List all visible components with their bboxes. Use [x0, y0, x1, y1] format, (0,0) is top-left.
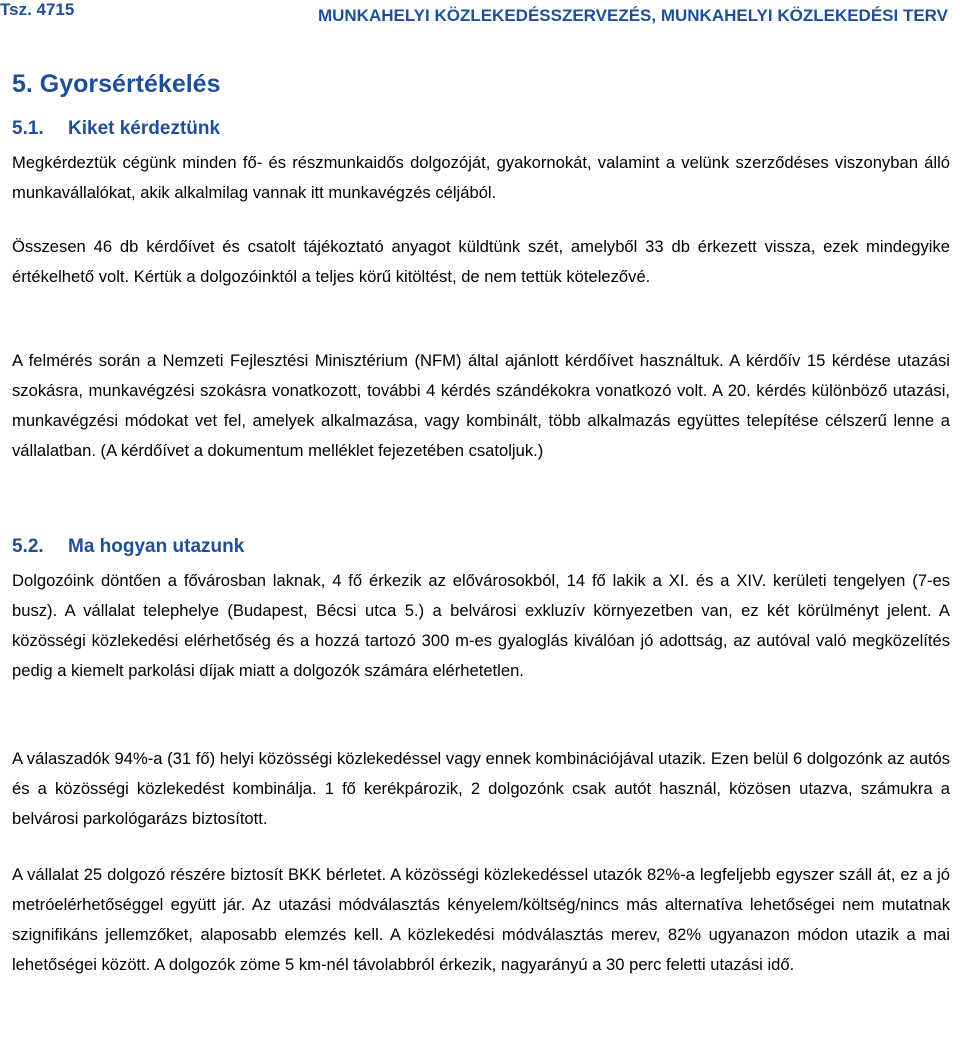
paragraph: A válaszadók 94%-a (31 fő) helyi közösségi közlekedéssel vagy ennek kombinációjával utazik. Ezen belül 6 dolgozónk az autós és a közösségi közlekedést kombinálja. 1 fő kerékpározik, 2 dolgozónk csak autót használ, közösen utazva, számukra a belvárosi parkológarázs biztosított. — [12, 749, 950, 828]
paragraph: Megkérdeztük cégünk minden fő- és részmunkaidős dolgozóját, gyakornokát, valamint a velünk szerződéses viszonyban álló munkavállalókat, akik alkalmilag vannak itt munkavégzés céljából. — [12, 153, 950, 202]
section-heading: 5. Gyorsértékelés — [12, 70, 221, 98]
paragraph: Dolgozóink döntően a fővárosban laknak, 4 fő érkezik az elővárosokból, 14 fő lakik a XI. és a XIV. kerületi tengelyen (7-es busz). A vállalat telephelye (Budapest, Bécsi utca 5.) a belvárosi exkluzív környezetben van, ez két körülményt jelent. A közösségi közlekedési elérhetőség és a hozzá tartozó 300 m-es gyaloglás kiválóan jó adottság, az autóval való megközelítés pedig a kiemelt parkolási díjak miatt a dolgozók számára elérhetetlen. — [12, 571, 950, 680]
paragraph: A felmérés során a Nemzeti Fejlesztési Minisztérium (NFM) által ajánlott kérdőívet használtuk. A kérdőív 15 kérdése utazási szokásra, munkavégzési szokásra vonatkozott, további 4 kérdés szándékokra vonatkozó volt. A 20. kérdés különböző utazási, munkavégzési módokat vet fel, amelyek alkalmazása, vagy kombinált, több alkalmazás együttes telepítése célszerű lenne a vállalatban. (A kérdőívet a dokumentum melléklet fejezetében csatoljuk.) — [12, 351, 950, 460]
document-title: MUNKAHELYI KÖZLEKEDÉSSZERVEZÉS, MUNKAHELYI KÖZLEKEDÉSI TERV — [317, 6, 948, 25]
subsection-number: 5.2. — [12, 536, 44, 557]
subsection-heading-5-1 — [12, 118, 220, 140]
paragraph: A vállalat 25 dolgozó részére biztosít BKK bérletet. A közösségi közlekedéssel utazók 82%-a legfeljebb egyszer száll át, ez a jó metróelérhetőséggel együtt jár. Az utazási módválasztás kényelem/költség/nincs más alternatíva lehetőségei nem mutatnak szignifikáns jellemzőket, alaposabb elemzés kell. A közlekedési módválasztás merev, 82% ugyanazon módon utazik a mai lehetőségei között. A dolgozók zöme 5 km-nél távolabbról érkezik, nagyarányú a 30 perc feletti utazási idő. — [12, 865, 950, 974]
subsection-number: 5.1. — [12, 118, 44, 139]
subsection-title: Kiket kérdeztünk — [68, 118, 221, 139]
subsection-title: Ma hogyan utazunk — [68, 536, 245, 557]
subsection-heading-5-2 — [12, 536, 244, 558]
page-header — [0, 0, 960, 36]
paragraph: Összesen 46 db kérdőívet és csatolt tájékoztató anyagot küldtünk szét, amelyből 33 db érkezett vissza, ezek mindegyike értékelhető volt. Kértük a dolgozóinktól a teljes körű kitöltést, de nem tettük kötelezővé. — [12, 237, 950, 286]
document-reference: Tsz. 4715 — [0, 0, 75, 19]
